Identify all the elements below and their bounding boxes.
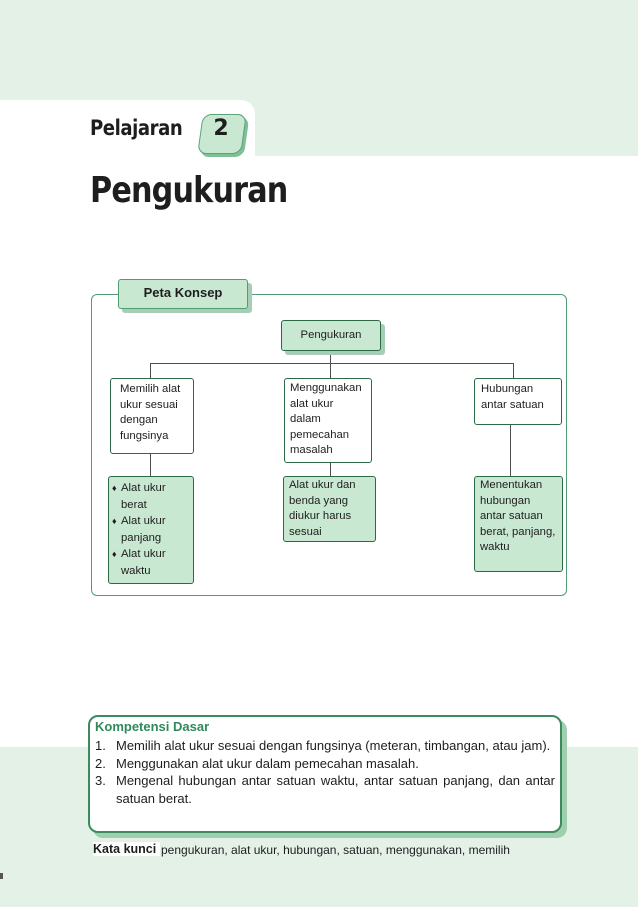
- kompetensi-item: 1. Memilih alat ukur sesuai dengan fungsinya (meteran, timbangan, atau jam).: [95, 738, 551, 753]
- margin-tick: [0, 873, 3, 879]
- keywords-label: Kata kunci: [93, 842, 160, 856]
- connector-mid-down: [330, 363, 331, 378]
- connector-root-down: [330, 351, 331, 363]
- diamond-bullet-icon: ♦: [112, 516, 117, 526]
- concept-node-memilih: [110, 378, 194, 454]
- connector-right-child: [510, 424, 511, 476]
- concept-node-alat-benda-label: Alat ukur dan benda yang diukur harus sesuai: [289, 479, 356, 538]
- concept-node-menentukan-label: Menentukan hubungan antar satuan berat, panjang, waktu: [480, 479, 556, 553]
- concept-node-menentukan: [474, 476, 563, 572]
- connector-left-child: [150, 453, 151, 476]
- diamond-bullet-icon: ♦: [112, 483, 117, 493]
- alat-ukur-item: ♦ Alat ukur panjang: [112, 513, 189, 546]
- concept-node-hubungan: [474, 378, 562, 425]
- concept-node-memilih-label: Memilih alat ukur sesuai dengan fungsinya: [120, 383, 181, 442]
- concept-node-alat-benda: [283, 476, 376, 542]
- concept-node-hubungan-label: Hubungan antar satuan: [481, 383, 544, 411]
- concept-node-menggunakan-label: Menggunakan alat ukur dalam pemecahan masalah: [290, 382, 362, 456]
- connector-horizontal: [150, 363, 514, 364]
- lesson-number: 2: [213, 116, 229, 141]
- chapter-title: Pengukuran: [90, 170, 288, 211]
- alat-ukur-item: ♦ Alat ukur berat: [112, 480, 189, 513]
- concept-node-root: [281, 320, 381, 351]
- alat-ukur-item: ♦ Alat ukur waktu: [112, 546, 189, 579]
- diamond-bullet-icon: ♦: [112, 549, 117, 559]
- kompetensi-dasar-title: Kompetensi Dasar: [95, 719, 210, 734]
- concept-node-root-label: Pengukuran: [300, 329, 362, 341]
- connector-mid-child: [330, 462, 331, 476]
- concept-map-title: Peta Konsep: [143, 285, 223, 300]
- lesson-label: Pelajaran: [90, 116, 183, 140]
- kompetensi-item: 2. Menggunakan alat ukur dalam pemecahan masalah.: [95, 755, 419, 771]
- concept-node-alat-ukur-list: [108, 476, 194, 584]
- concept-node-menggunakan: [284, 378, 372, 463]
- kompetensi-dasar-list: [95, 737, 555, 807]
- keywords-text: pengukuran, alat ukur, hubungan, satuan, menggunakan, memilih: [161, 843, 510, 857]
- kompetensi-item: 3. Mengenal hubungan antar satuan waktu, antar satuan panjang, dan antar satuan berat.: [95, 773, 555, 806]
- connector-left-down: [150, 363, 151, 378]
- connector-right-down: [513, 363, 514, 378]
